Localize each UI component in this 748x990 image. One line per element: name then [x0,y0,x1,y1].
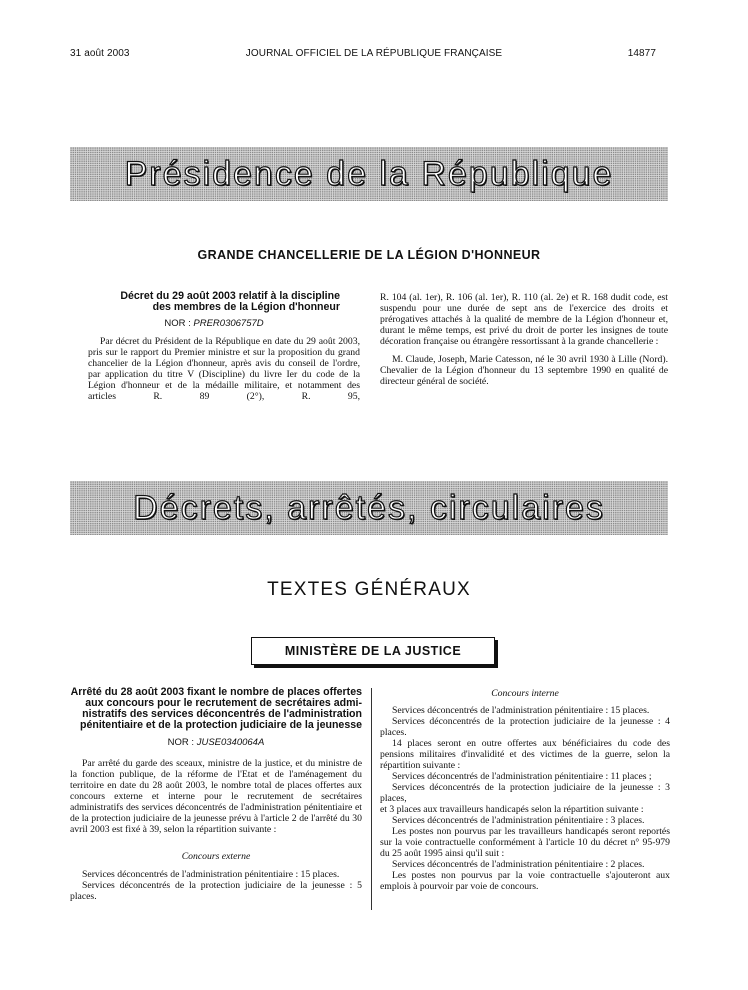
externe-item-2: Services déconcentrés de la protection judiciaire de la jeunesse : 5 places. [70,880,362,902]
banner-decrets [70,481,668,535]
decree-right-column [380,292,668,387]
externe-item-1: Services déconcentrés de l'administration pénitentiaire : 15 places. [82,869,340,880]
decree-title [88,291,340,313]
interne-item-8: Les postes non pourvus par les travailleurs handicapés seront reportés sur la voie contractuelle conformément à l'article 10 du décret n° 95-979 du 25 août 1995 ainsi qu'il suit : [380,826,670,859]
header-page-number: 14877 [627,48,656,59]
decree-nor [88,318,340,329]
interne-item-3: 14 places seront en outre offertes aux bénéficiaires du code des pensions militaires d'invalidité et des victimes de la guerre, selon la répartition suivante : [380,738,670,771]
arrete-left-column [70,758,362,902]
concours-externe-heading: Concours externe [181,851,251,862]
arrete-title [70,687,362,731]
arrete-title-line-1: Arrêté du 28 août 2003 fixant le nombre de places offertes [70,686,362,698]
column-divider [371,688,372,910]
interne-item-10: Les postes non pourvus par la voie contractuelle s'ajouteront aux emplois à pourvoir par voie de concours. [380,870,670,892]
interne-item-1: Services déconcentrés de l'administration pénitentiaire : 15 places. [392,705,650,716]
ministere-box [251,637,495,665]
decree-left-column [88,336,360,402]
decree-title-line-2: des membres de la Légion d'honneur [152,301,340,313]
arrete-nor-label: NOR : [167,737,195,748]
interne-item-5: Services déconcentrés de la protection judiciaire de la jeunesse : 3 places, [380,782,670,804]
decree-right-text: R. 104 (al. 1er), R. 106 (al. 1er), R. 110 (al. 2e) et R. 168 dudit code, est suspendu pour une durée de sept ans de l'exercice des droits et prérogatives attachés à la qualité de membre de la Légion d'honneur et, durant le même temps, est privé du droit de porter les insignes de toute décoration française ou étrangère ressortissant à la grande chancellerie : [380,292,668,347]
arrete-right-column [380,688,670,892]
arrete-intro: Par arrêté du garde des sceaux, ministre de la justice, et du ministre de la fonction publique, de la réforme de l'Etat et de l'aménagement du territoire en date du 28 août 2003, le nombre total de places offertes aux concours externe et interne pour le recrutement de secrétaires administratifs des services déconcentrés de l'administration pénitentiaire et de la protection judiciaire de la jeunesse prévu à l'article 2 de l'arrêté du 30 avril 2003 est fixé à 39, selon la répartition suivante : [70,758,362,835]
header-journal-title: JOURNAL OFFICIEL DE LA RÉPUBLIQUE FRANÇAISE [245,48,503,59]
concours-interne-heading: Concours interne [491,688,559,699]
arrete-title-line-4: pénitentiaire et de la protection judiciaire de la jeunesse [80,719,362,731]
decree-nor-code: PRER0306757D [193,318,264,329]
textes-generaux-heading: TEXTES GÉNÉRAUX [267,579,471,600]
decree-left-text: Par décret du Président de la République en date du 29 août 2003, pris sur le rapport du Premier ministre et sur la proposition du grand chancelier de la Légion d'honneur, après avis du conseil de l'ordre, par application du titre V (Discipline) du livre Ier du code de la Légion d'honneur et de la médaille militaire, et notamment des articles R. 89 (2°), R. 95, [88,336,360,402]
decree-nor-label: NOR : [164,318,191,329]
ministere-label: MINISTÈRE DE LA JUSTICE [284,644,462,658]
arrete-title-line-2: aux concours pour le recrutement de secrétaires admi- [85,697,362,709]
interne-item-6: et 3 places aux travailleurs handicapés selon la répartition suivante : [380,804,644,815]
banner-presidence-text: Présidence de la République [124,154,614,193]
section-title-chancellerie: GRANDE CHANCELLERIE DE LA LÉGION D'HONNEUR [197,248,541,262]
arrete-nor-code: JUSE0340064A [196,737,265,748]
interne-item-2: Services déconcentrés de la protection judiciaire de la jeunesse : 4 places. [380,716,670,738]
banner-decrets-text: Décrets, arrêtés, circulaires [133,488,605,527]
interne-item-7: Services déconcentrés de l'administration pénitentiaire : 3 places. [392,815,645,826]
banner-presidence [70,147,668,201]
interne-item-4: Services déconcentrés de l'administration pénitentiaire : 11 places ; [392,771,652,782]
decree-title-line-1: Décret du 29 août 2003 relatif à la discipline [120,290,340,302]
arrete-title-line-3: nistratifs des services déconcentrés de l'administration [82,708,362,720]
interne-item-9: Services déconcentrés de l'administration pénitentiaire : 2 places. [392,859,645,870]
header-date: 31 août 2003 [70,48,130,59]
arrete-nor [70,737,362,748]
decree-right-person: M. Claude, Joseph, Marie Catesson, né le 30 avril 1930 à Lille (Nord). Chevalier de la Légion d'honneur du 13 septembre 1990 en qualité de directeur général de société. [380,354,668,387]
